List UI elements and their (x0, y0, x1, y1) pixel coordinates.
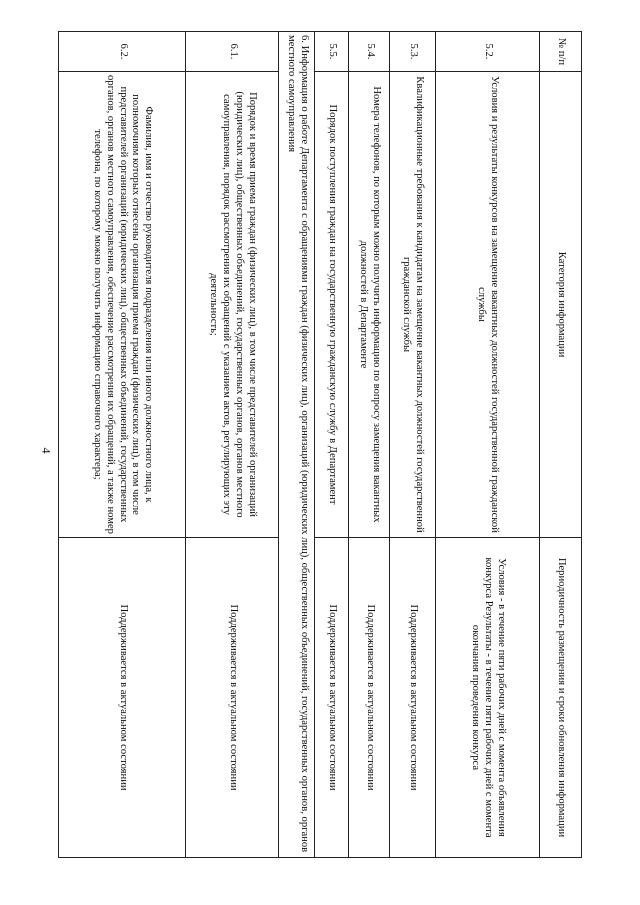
header-period: Периодичность размещения и сроки обновления информации (540, 538, 582, 858)
row-num: 5.5. (315, 32, 349, 72)
header-num: № п/п (540, 32, 582, 72)
row-category: Порядок и время приема граждан (физических лиц), в том числе представителей организаций (юридических лиц), общественных объединений, государственных органов, органов местного самоуправления, порядок рассмотрения их обращений с указанием актов, регулирующих эту деятельность; (186, 72, 279, 538)
row-category: Номера телефонов, по которым можно получить информацию по вопросу замещения вакантных должностей в Департаменте (349, 72, 390, 538)
table-row (315, 32, 349, 858)
row-period: Поддерживается в актуальном состоянии (390, 538, 435, 858)
row-period: Поддерживается в актуальном состоянии (315, 538, 349, 858)
row-num: 5.4. (349, 32, 390, 72)
rotated-table-wrapper (58, 31, 582, 857)
row-period: Поддерживается в актуальном состоянии (349, 538, 390, 858)
info-table (58, 31, 582, 858)
row-period: Поддерживается в актуальном состоянии (186, 538, 279, 858)
row-category: Порядок поступления граждан на государственную гражданскую службу в Департамент (315, 72, 349, 538)
table-row (59, 32, 186, 858)
table-row (349, 32, 390, 858)
section-row (279, 32, 315, 858)
table-row (390, 32, 435, 858)
table-row (186, 32, 279, 858)
page-number: 4 (39, 447, 54, 454)
row-num: 6.1. (186, 32, 279, 72)
table-header-row (540, 32, 582, 858)
row-period: Поддерживается в актуальном состоянии (59, 538, 186, 858)
row-category: Фамилия, имя и отчество руководителя подразделения или иного должностного лица, к полномочиям которых отнесены организация приема граждан (физических лиц), в том числе представителей организаций (юридических лиц), общественных объединений, государственных органов, органов местного самоуправления, обеспечение рассмотрения их обращений, а также номер телефона, по которому можно получить информацию справочного характера; (59, 72, 186, 538)
table-row (435, 32, 539, 858)
row-category: Квалификационные требования к кандидатам на замещение вакантных должностей государственной гражданской службы (390, 72, 435, 538)
section-heading: 6. Информация о работе Департамента с обращениями граждан (физических лиц), организаций (юридических лиц), общественных объединений, государственных органов, органов местного самоуправления (279, 32, 315, 858)
row-category: Условия и результаты конкурсов на замещение вакантных должностей государственной гражданской службы (435, 72, 539, 538)
row-num: 5.2. (435, 32, 539, 72)
header-category: Категория информации (540, 72, 582, 538)
row-num: 5.3. (390, 32, 435, 72)
row-num: 6.2. (59, 32, 186, 72)
row-period: Условия - в течение пяти рабочих дней с момента объявления конкурса Результаты - в течение пяти рабочих дней с момента окончания проведения конкурса (435, 538, 539, 858)
